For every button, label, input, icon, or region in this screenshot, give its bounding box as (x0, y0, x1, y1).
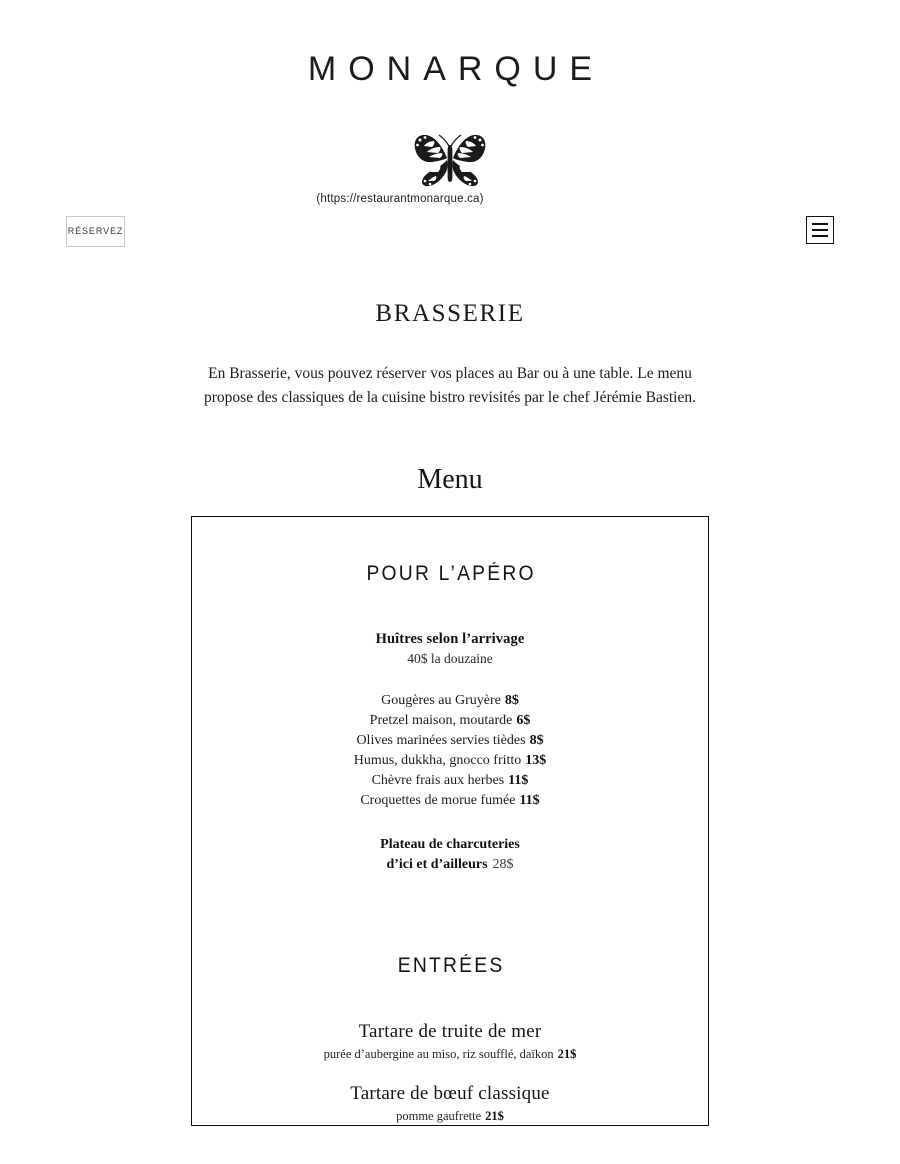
item-subtitle: 40$ la douzaine (407, 651, 493, 666)
page-intro-text: En Brasserie, vous pouvez réserver vos places au Bar ou à une table. Le menu propose des classiques de la cuisine bistro revisités par le chef Jérémie Bastien. (204, 365, 696, 406)
menu-item (192, 771, 708, 791)
course-section-apero (192, 561, 708, 875)
menu-item (192, 751, 708, 771)
item-price: 8$ (504, 693, 519, 708)
item-name: Tartare de truite de mer (358, 1021, 542, 1042)
menu-card-content (192, 517, 708, 1125)
item-price: 21$ (485, 1109, 504, 1123)
hamburger-menu-icon[interactable] (806, 216, 834, 244)
item-name: Gougères au Gruyère (381, 693, 501, 708)
menu-heading: Menu (417, 464, 483, 495)
menu-item (192, 791, 708, 811)
butterfly-icon (410, 131, 490, 189)
item-name: Croquettes de morue fumée (360, 793, 516, 808)
course-section-entrees (192, 953, 708, 1125)
apero-item-list (192, 691, 708, 811)
menu-item-tartare-truite (192, 1019, 708, 1063)
item-name-text: d’ici et d’ailleurs (386, 857, 488, 872)
item-price: 21$ (557, 1047, 577, 1061)
page-title: BRASSERIE (375, 300, 525, 327)
item-description-text: purée d’aubergine au miso, riz soufflé, daïkon (323, 1047, 554, 1061)
item-price: 28$ (492, 857, 514, 872)
item-description (192, 1107, 708, 1125)
item-name: Pretzel maison, moutarde (369, 713, 513, 728)
item-price: 8$ (529, 733, 544, 748)
item-name-line2 (192, 855, 708, 875)
item-description (192, 1045, 708, 1063)
hamburger-bar-3 (812, 235, 828, 238)
item-name: Olives marinées servies tièdes (356, 733, 526, 748)
course-heading-apero: POUR L’APÉRO (366, 562, 536, 585)
menu-item (192, 731, 708, 751)
apero-items (192, 629, 708, 875)
site-url-text[interactable]: (https://restaurantmonarque.ca) (316, 193, 484, 205)
menu-item (192, 691, 708, 711)
item-description-text: pomme gaufrette (396, 1109, 482, 1123)
item-name: Chèvre frais aux herbes (371, 773, 505, 788)
menu-item-featured-oysters (192, 629, 708, 669)
item-name-line1: Plateau de charcuteries (380, 837, 520, 852)
item-price: 6$ (516, 713, 531, 728)
item-name: Humus, dukkha, gnocco fritto (353, 753, 522, 768)
menu-item-charcuterie-plate (192, 835, 708, 875)
item-price: 11$ (519, 793, 540, 808)
menu-item-tartare-boeuf (192, 1081, 708, 1125)
hamburger-bar-1 (812, 223, 828, 226)
logo-block (0, 131, 900, 206)
hamburger-bar-2 (812, 229, 828, 232)
course-heading-entrees: ENTRÉES (397, 954, 505, 977)
item-price: 13$ (525, 753, 547, 768)
item-price: 11$ (508, 773, 529, 788)
brand-wordmark: MONARQUE (307, 50, 605, 88)
reserve-button[interactable]: RÉSERVEZ (66, 216, 125, 247)
entree-item-list (192, 1019, 708, 1125)
item-name: Huîtres selon l’arrivage (375, 631, 525, 647)
menu-card (191, 516, 709, 1126)
menu-item (192, 711, 708, 731)
item-name: Tartare de bœuf classique (350, 1083, 550, 1104)
